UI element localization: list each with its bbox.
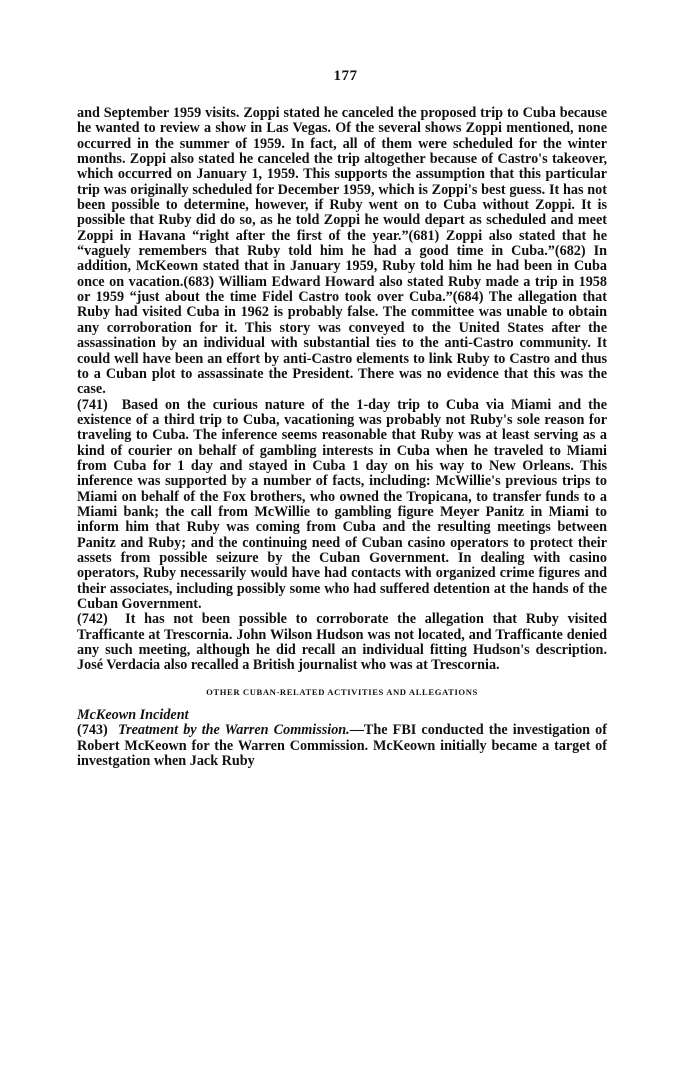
paragraph-743 [77,723,607,769]
paragraph-number: (743) [77,722,108,739]
paragraph-text: Based on the curious nature of the 1-day trip to Cuba via Miami and the existence of a third trip to Cuba, vacationing was probably not Ruby's sole reason for traveling to Cuba. The inference seems reasonable that Ruby was at least serving as a kind of courier on behalf of gambling interests in Cuba when he traveled to Miami from Cuba for 1 day and stayed in Cuba 1 day on his way to New Orleans. This inference was supported by a number of facts, including: McWillie's previous trips to Miami on behalf of the Fox brothers, who owned the Tropicana, to transfer funds to a Miami bank; the call from McWillie to gambling figure Meyer Panitz in Miami to inform him that Ruby was coming from Cuba and the resulting meetings between Panitz and Ruby; and the continuing need of Cuban casino operators to protect their assets from possible seizure by the Cuban Government. In dealing with casino operators, Ruby necessarily would have had contacts with organized crime figures and their associates, including possibly some who had suffered detention at the hands of the Cuban Government. [77,396,607,612]
paragraph-text: It has not been possible to corroborate the allegation that Ruby visited Trafficante at Trescornia. John Wilson Hudson was not located, and Trafficante denied any such meeting, although he did recall an individual fitting Hudson's description. José Verdacia also recalled a British journalist who was at Trescornia. [77,611,607,674]
paragraph-text: —The FBI conducted the investigation of Robert McKeown for the Warren Commission. McKeown initially became a target of investgation when Jack Ruby [77,722,607,770]
paragraph-title: Treatment by the Warren Commission. [117,722,350,739]
paragraph-continuation: and September 1959 visits. Zoppi stated he canceled the proposed trip to Cuba because he wanted to review a show in Las Vegas. Of the several shows Zoppi mentioned, none occurred in the summer of 1959. In fact, all of them were scheduled for the winter months. Zoppi also stated he canceled the trip altogether because of Castro's takeover, which occurred on January 1, 1959. This supports the assumption that this particular trip was originally scheduled for December 1959, which is Zoppi's best guess. It has not been possible to determine, however, if Ruby went on to Cuba without Zoppi. It is possible that Ruby did do so, as he told Zoppi he would depart as scheduled and meet Zoppi in Havana “right after the first of the year.”(681) Zoppi also stated that he “vaguely remembers that Ruby told him he had a good time in Cuba.”(682) In addition, McKeown stated that in January 1959, Ruby told him he had been in Cuba once on vacation.(683) William Edward Howard also stated Ruby made a trip in 1958 or 1959 “just about the time Fidel Castro took over Cuba.”(684) The allegation that Ruby had visited Cuba in 1962 is probably false. The committee was unable to obtain any corroboration for it. This story was conveyed to the United States after the assassination by an individual with substantial ties to the anti-Castro community. It could well have been an effort by anti-Castro elements to link Ruby to Castro and thus to a Cuban plot to assassinate the President. There was no evidence that this was the case. [77,105,607,398]
paragraph-number: (741) [77,396,108,413]
paragraph-742 [77,612,607,673]
paragraph-741 [77,398,607,613]
page-number: 177 [333,68,358,84]
section-heading: OTHER CUBAN-RELATED ACTIVITIES AND ALLEGATIONS [206,686,478,697]
paragraph-number: (742) [77,611,108,628]
subheading: McKeown Incident [77,707,189,724]
body-text [77,106,607,769]
